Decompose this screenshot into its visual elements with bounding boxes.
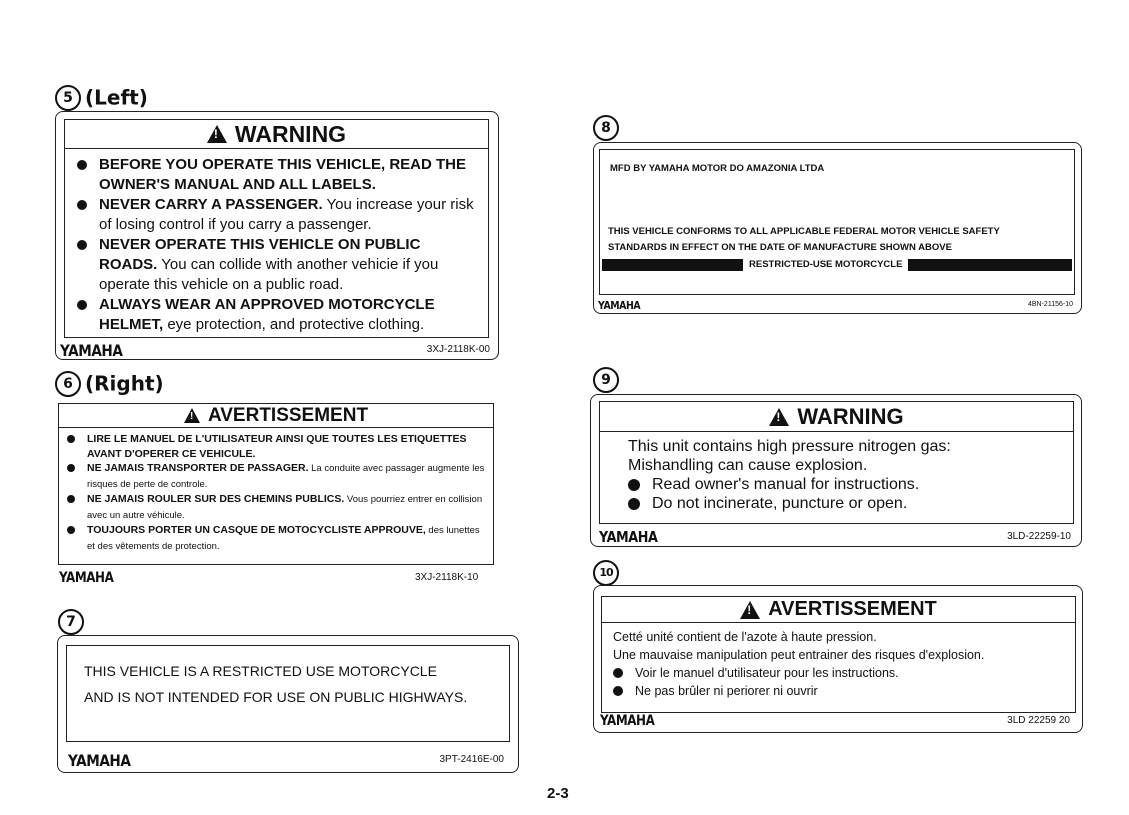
label-5-number: 5	[55, 85, 81, 111]
list-item: BEFORE YOU OPERATE THIS VEHICLE, READ THE OWNER'S MANUAL AND ALL LABELS.	[77, 155, 480, 195]
label-6-part-code: 3XJ-2118K-10	[415, 572, 479, 583]
label-8-caption	[593, 114, 623, 141]
label-6-caption	[55, 370, 164, 397]
yamaha-logo: YAMAHA	[68, 751, 131, 770]
label-9-caption	[593, 366, 623, 393]
label-9-items	[628, 475, 1073, 513]
label-6	[58, 403, 494, 565]
label-5-title	[65, 120, 488, 149]
label-8-conform-line-1: THIS VEHICLE CONFORMS TO ALL APPLICABLE FEDERAL MOTOR VEHICLE SAFETY	[608, 226, 1000, 237]
label-7	[57, 635, 519, 773]
list-item: LIRE LE MANUEL DE L'UTILISATEUR AINSI QUE TOUTES LES ETIQUETTES AVANT D'OPERER CE VEHICULE.	[67, 432, 487, 461]
label-8	[593, 142, 1082, 314]
warning-triangle-icon	[769, 408, 789, 426]
label-7-part-code: 3PT-2416E-00	[439, 754, 504, 765]
list-item: TOUJOURS PORTER UN CASQUE DE MOTOCYCLISTE APPROUVE, des lunettes et des vêtements de protection.	[67, 523, 487, 554]
yamaha-logo: YAMAHA	[60, 341, 123, 360]
list-item: Read owner's manual for instructions.	[628, 475, 1073, 494]
label-6-caption-text: (Right)	[85, 371, 164, 396]
label-6-items	[59, 428, 493, 554]
label-5-caption	[55, 84, 148, 111]
label-5-caption-text: (Left)	[85, 85, 148, 110]
list-item: Voir le manuel d'utilisateur pour les instructions.	[613, 664, 1075, 682]
label-10-body	[602, 623, 1075, 700]
label-10-items	[613, 664, 1075, 700]
bullet-icon	[613, 686, 623, 696]
label-9-body	[600, 432, 1073, 513]
bullet-icon	[77, 240, 87, 250]
label-8-restricted-bar	[602, 258, 1072, 271]
bullet-icon	[67, 464, 75, 472]
label-9-inner	[599, 401, 1074, 524]
yamaha-logo: YAMAHA	[599, 528, 658, 546]
bullet-icon	[77, 300, 87, 310]
label-6-title-text: AVERTISSEMENT	[207, 404, 369, 426]
label-10-part-code: 3LD 22259 20	[1007, 715, 1070, 726]
bullet-icon	[67, 495, 75, 503]
label-8-mfd: MFD BY YAMAHA MOTOR DO AMAZONIA LTDA	[610, 163, 825, 174]
label-6-title	[59, 404, 493, 428]
label-7-number: 7	[58, 609, 84, 635]
label-5	[55, 111, 499, 360]
label-6-number: 6	[55, 371, 81, 397]
list-item: NEVER OPERATE THIS VEHICLE ON PUBLIC ROADS. You can collide with another vehicie if you operate this vehicle on a public road.	[77, 235, 480, 295]
label-9-title-text: WARNING	[797, 403, 904, 429]
label-9-title	[600, 402, 1073, 432]
label-5-inner	[64, 119, 489, 338]
label-10-line-2: Une mauvaise manipulation peut entrainer des risques d'explosion.	[613, 648, 985, 662]
label-8-restricted-text: RESTRICTED-USE MOTORCYCLE	[749, 259, 903, 270]
list-item: ALWAYS WEAR AN APPROVED MOTORCYCLE HELMET, eye protection, and protective clothing.	[77, 295, 480, 335]
bullet-icon	[67, 526, 75, 534]
label-10	[593, 585, 1083, 733]
label-10-title-text: AVERTISSEMENT	[768, 598, 937, 620]
label-7-caption	[58, 608, 88, 635]
black-bar-right	[908, 259, 1072, 271]
label-7-inner	[66, 645, 510, 742]
bullet-icon	[77, 200, 87, 210]
list-item: NE JAMAIS TRANSPORTER DE PASSAGER. La conduite avec passager augmente les risques de perte de controle.	[67, 461, 487, 492]
label-10-number: 10	[593, 560, 619, 586]
warning-triangle-icon	[207, 125, 227, 143]
label-5-items	[65, 149, 488, 335]
warning-triangle-icon	[184, 408, 200, 423]
black-bar-left	[602, 259, 743, 271]
yamaha-logo: YAMAHA	[600, 713, 655, 729]
yamaha-logo: YAMAHA	[59, 570, 114, 586]
label-8-conform-line-2: STANDARDS IN EFFECT ON THE DATE OF MANUFACTURE SHOWN ABOVE	[608, 242, 952, 253]
bullet-icon	[77, 160, 87, 170]
bullet-icon	[613, 668, 623, 678]
label-8-number: 8	[593, 115, 619, 141]
bullet-icon	[628, 479, 640, 491]
label-10-caption	[593, 559, 623, 586]
list-item: Do not incinerate, puncture or open.	[628, 494, 1073, 513]
page-number: 2-3	[547, 785, 569, 802]
warning-triangle-icon	[740, 601, 760, 619]
label-9-number: 9	[593, 367, 619, 393]
label-10-title	[602, 597, 1075, 623]
yamaha-logo: YAMAHA	[598, 299, 641, 312]
list-item: NEVER CARRY A PASSENGER. You increase your risk of losing control if you carry a passenger.	[77, 195, 480, 235]
bullet-icon	[67, 435, 75, 443]
label-7-line-1: THIS VEHICLE IS A RESTRICTED USE MOTORCYCLE	[84, 663, 437, 679]
label-9-line-2: Mishandling can cause explosion.	[628, 457, 868, 474]
label-5-title-text: WARNING	[234, 120, 347, 147]
list-item: NE JAMAIS ROULER SUR DES CHEMINS PUBLICS. Vous pourriez entrer en collision avec un autre véhicule.	[67, 492, 487, 523]
label-10-line-1: Cetté unité contient de l'azote à haute pression.	[613, 630, 877, 644]
label-9	[590, 394, 1082, 547]
label-9-line-1: This unit contains high pressure nitrogen gas:	[628, 438, 951, 455]
label-8-part-code: 4BN-21156-10	[1027, 301, 1073, 308]
label-7-line-2: AND IS NOT INTENDED FOR USE ON PUBLIC HIGHWAYS.	[84, 689, 468, 705]
label-8-inner	[599, 149, 1075, 295]
label-10-inner	[601, 596, 1076, 713]
label-9-part-code: 3LD-22259-10	[1007, 531, 1071, 542]
label-5-part-code: 3XJ-2118K-00	[426, 344, 490, 355]
bullet-icon	[628, 498, 640, 510]
list-item: Ne pas brûler ni periorer ni ouvrir	[613, 682, 1075, 700]
